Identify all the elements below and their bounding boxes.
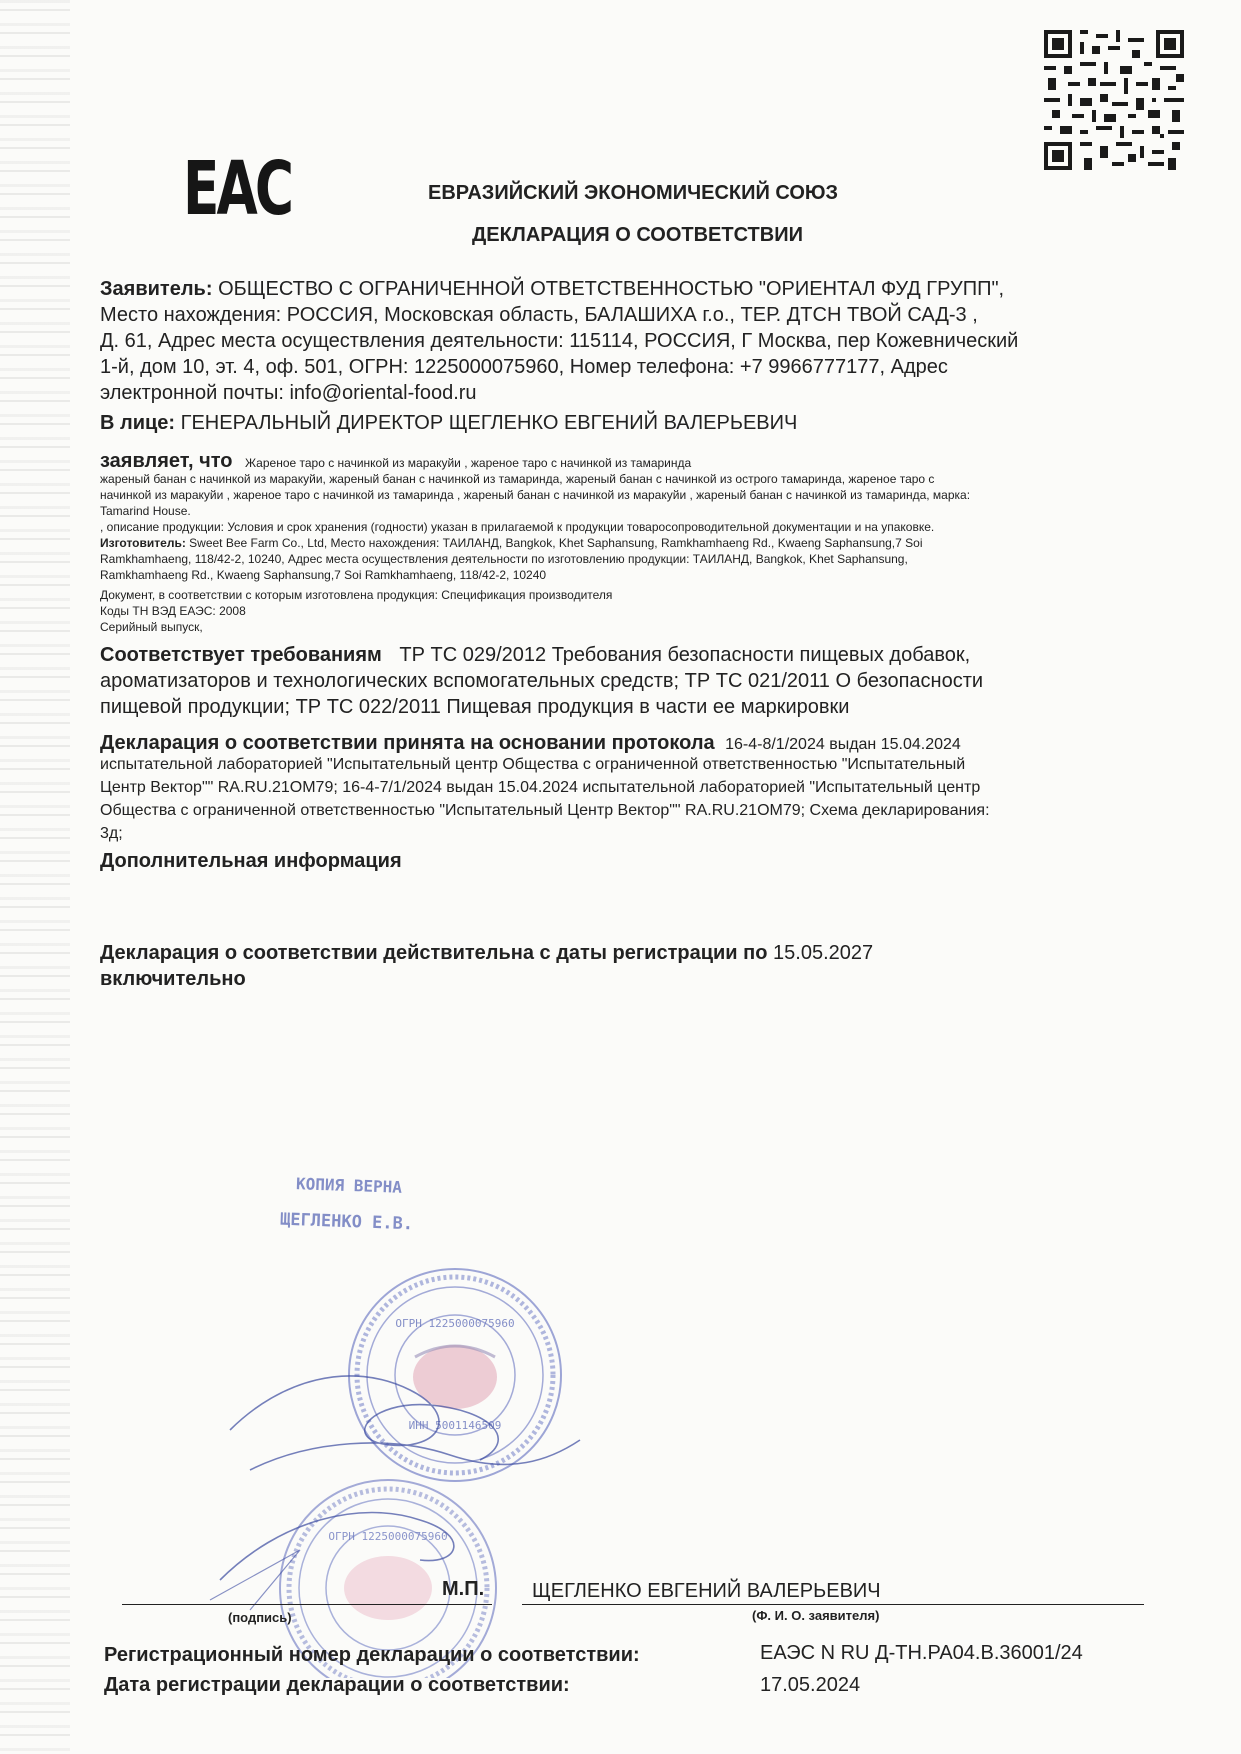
product-name: Жареное таро с начинкой из маракуйи , жареное таро с начинкой из тамаринда [244,456,692,470]
validity-date: 15.05.2027 [773,942,874,964]
basis-label: Декларация о соответствии принята на основании протокола [100,732,715,754]
requirements-line-1: ароматизаторов и технологических вспомогательных средств; ТР ТС 021/2011 О безопасности [100,670,984,692]
mp-label: М.П. [442,1578,485,1600]
maker-line-1: Ramkhamhaeng, 118/42-2, 10240, Адрес места осуществления деятельности по изготовлению продукции: ТАИЛАНД, Bangkok, Khet Saphansung, [100,552,908,566]
registration-date-label: Дата регистрации декларации о соответствии: [104,1674,570,1696]
maker-line-2: Ramkhamhaeng Rd., Kwaeng Saphansung,7 Soi Ramkhamhaeng, 118/42-2, 10240 [100,568,547,582]
representative-line [100,412,797,435]
maker-line-0 [100,536,922,550]
additional-info-label: Дополнительная информация [100,850,402,872]
requirements-line-2: пищевой продукции; ТР ТС 022/2011 Пищевая продукция в части ее маркировки [100,696,850,718]
name-line [522,1604,1144,1605]
representative-label: В лице: [100,412,176,434]
serial-line: Серийный выпуск, [100,620,203,634]
registration-date: 17.05.2024 [760,1674,861,1696]
seal-upper-ogrn: ОГРН 1225000075960 [395,1317,515,1330]
basis-line-0 [100,732,961,755]
maker-name: Sweet Bee Farm Co., Ltd, Место нахождения: ТАИЛАНД, Bangkok, Khet Saphansung, Ramkhamhaeng Rd., Kwaeng Saphansung,7 Soi [189,536,923,550]
registration-number-label: Регистрационный номер декларации о соответствии: [104,1644,640,1666]
applicant-label: Заявитель: [100,278,213,300]
union-title: ЕВРАЗИЙСКИЙ ЭКОНОМИЧЕСКИЙ СОЮЗ [428,182,839,204]
basis-protocol: 16-4-8/1/2024 выдан 15.04.2024 [725,736,961,753]
basis-line-3: Общества с ограниченной ответственностью "Испытательный Центр Вектор"" RA.RU.21OM79; Схема декларирования: [100,802,990,819]
seal-lower-ogrn: ОГРН 1225000075960 [328,1530,448,1543]
validity-label: Декларация о соответствии действительна с даты регистрации по [100,942,768,964]
maker-label: Изготовитель: [100,536,186,550]
statement-line-3: , описание продукции: Условия и срок хранения (годности) указан в прилагаемой к продукции товаросопроводительной документации и на упаковке. [100,520,935,534]
statement-line-0: жареный банан с начинкой из маракуйи, жареный банан с начинкой из тамаринда, жареный банан с начинкой из острого тамаринда, жареное таро с [100,472,935,486]
registration-number: ЕАЭС N RU Д-TH.PA04.B.36001/24 [760,1642,1083,1664]
statement-first-line [100,450,691,473]
validity-line [100,942,873,965]
requirements-line-0 [100,644,970,667]
qr-code [1044,30,1184,170]
applicant-line-0 [100,278,1004,301]
validity-suffix: включительно [100,968,246,990]
applicant-name: ОБЩЕСТВО С ОГРАНИЧЕННОЙ ОТВЕТСТВЕННОСТЬЮ "ОРИЕНТАЛ ФУД ГРУПП", [218,278,1005,300]
representative-name: ГЕНЕРАЛЬНЫЙ ДИРЕКТОР ЩЕГЛЕНКО ЕВГЕНИЙ ВАЛЕРЬЕВИЧ [180,412,798,434]
document-basis-line: Документ, в соответствии с которым изготовлена продукция: Спецификация производителя [100,588,613,602]
declaration-title: ДЕКЛАРАЦИЯ О СООТВЕТСТВИИ [472,224,803,246]
basis-line-4: 3д; [100,825,123,842]
statement-line-1: начинкой из маракуйи , жареное таро с начинкой из тамаринда , жареный банан с начинкой из маракуйи , жареный банан с начинкой из тамаринда, марка: [100,488,971,502]
signature-line [122,1604,492,1605]
applicant-line-4: электронной почты: info@oriental-food.ru [100,382,477,404]
statement-label: заявляет, что [100,450,233,472]
seal-upper-inn: ИНН 5001146509 [408,1419,502,1432]
basis-line-1: испытательной лабораторией "Испытательный центр Общества с ограниченной ответственностью "Испытательный [100,756,966,773]
signature-caption: (подпись) [228,1610,292,1625]
eac-mark: EAC [183,146,292,232]
handwritten-signature [190,1320,630,1620]
statement-line-2: Tamarind House. [100,504,191,518]
scan-edge-noise [0,0,70,1754]
hs-codes-line: Коды ТН ВЭД ЕАЭС: 2008 [100,604,246,618]
applicant-line-3: 1-й, дом 10, эт. 4, оф. 501, ОГРН: 1225000075960, Номер телефона: +7 9966777177, Адрес [100,356,948,378]
requirements-label: Соответствует требованиям [100,644,382,666]
requirements-text: ТР ТС 029/2012 Требования безопасности пищевых добавок, [399,644,971,666]
copy-stamp-line-2: ЩЕГЛЕНКО Е.В. [279,1209,414,1235]
name-caption: (Ф. И. О. заявителя) [752,1608,880,1623]
applicant-line-2: Д. 61, Адрес места осуществления деятельности: 115114, РОССИЯ, Г Москва, пер Кожевнический [100,330,1019,352]
copy-stamp-line-1: КОПИЯ ВЕРНА [295,1174,403,1197]
signatory-name: ЩЕГЛЕНКО ЕВГЕНИЙ ВАЛЕРЬЕВИЧ [532,1580,881,1602]
applicant-line-1: Место нахождения: РОССИЯ, Московская область, БАЛАШИХА г.о., ТЕР. ДТСН ТВОЙ САД-3 , [100,304,978,326]
basis-line-2: Центр Вектор"" RA.RU.21OM79; 16-4-7/1/2024 выдан 15.04.2024 испытательной лабораторией "Испытательный центр [100,779,981,796]
